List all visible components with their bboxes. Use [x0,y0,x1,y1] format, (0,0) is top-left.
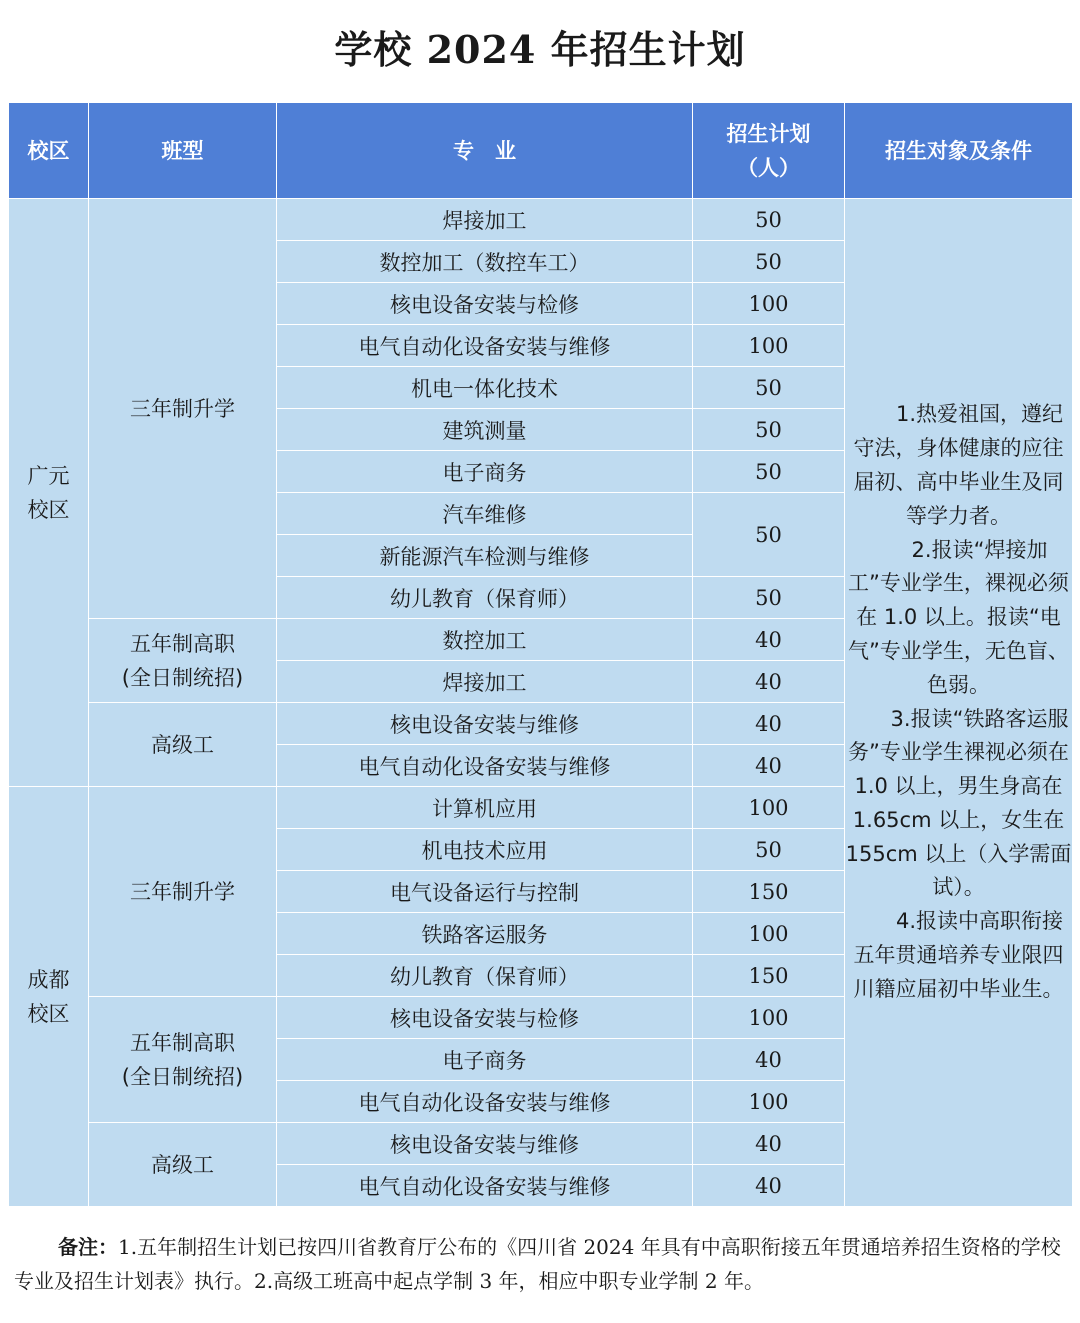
class-type-gy-three-year: 三年制升学 [89,199,277,619]
class-type-gy-five-line1: 五年制高职 [130,631,235,656]
class-type-cd-five-year [89,997,277,1123]
header-row [9,103,1073,199]
major-cell: 焊接加工 [277,661,693,703]
plan-cell: 50 [693,577,845,619]
major-cell: 核电设备安装与检修 [277,283,693,325]
plan-cell: 40 [693,1123,845,1165]
major-cell: 新能源汽车检测与维修 [277,535,693,577]
major-cell: 电气设备运行与控制 [277,871,693,913]
plan-cell: 100 [693,1081,845,1123]
major-cell: 机电技术应用 [277,829,693,871]
page-title: 学校 2024 年招生计划 [334,27,746,72]
plan-cell: 50 [693,451,845,493]
plan-cell: 100 [693,787,845,829]
header-class-type: 班型 [89,103,277,199]
campus-guangyuan-line2: 校区 [27,497,70,522]
campus-chengdu-line1: 成都 [27,967,70,992]
header-major: 专 业 [277,103,693,199]
class-type-gy-five-line2: (全日制统招) [121,665,244,690]
plan-cell: 40 [693,661,845,703]
header-plan-line1: 招生计划 [726,121,811,146]
plan-cell: 50 [693,241,845,283]
class-type-gy-five-year [89,619,277,703]
plan-cell: 100 [693,997,845,1039]
major-cell: 焊接加工 [277,199,693,241]
enrollment-plan-table [8,102,1073,1207]
plan-cell: 50 [693,409,845,451]
plan-cell: 40 [693,619,845,661]
major-cell: 建筑测量 [277,409,693,451]
plan-cell: 40 [693,1039,845,1081]
plan-cell: 50 [693,199,845,241]
class-type-cd-five-line2: (全日制统招) [121,1064,244,1089]
major-cell: 核电设备安装与维修 [277,1123,693,1165]
condition-item: 2.报读“焊接加工”专业学生，裸视必须在 1.0 以上。报读“电气”专业学生，无色盲、色弱。 [848,537,1069,697]
major-cell: 数控加工 [277,619,693,661]
major-cell: 数控加工（数控车工） [277,241,693,283]
class-type-cd-five-line1: 五年制高职 [130,1030,235,1055]
plan-cell: 40 [693,745,845,787]
class-type-gy-senior: 高级工 [89,703,277,787]
plan-cell: 150 [693,955,845,997]
campus-chengdu-line2: 校区 [27,1001,70,1026]
footnote-label: 备注： [58,1235,118,1259]
major-cell: 电子商务 [277,1039,693,1081]
plan-cell: 50 [693,829,845,871]
campus-guangyuan [9,199,89,787]
plan-cell: 150 [693,871,845,913]
condition-item: 4.报读中高职衔接五年贯通培养专业限四川籍应届初中毕业生。 [853,909,1064,1001]
class-type-cd-senior: 高级工 [89,1123,277,1207]
major-cell: 电气自动化设备安装与维修 [277,1165,693,1207]
major-cell: 机电一体化技术 [277,367,693,409]
header-campus: 校区 [9,103,89,199]
class-type-cd-three-year: 三年制升学 [89,787,277,997]
major-cell: 幼儿教育（保育师） [277,577,693,619]
plan-cell-merged: 50 [693,493,845,577]
plan-cell: 100 [693,283,845,325]
major-cell: 电气自动化设备安装与维修 [277,1081,693,1123]
major-cell: 幼儿教育（保育师） [277,955,693,997]
plan-cell: 100 [693,913,845,955]
table-row [9,199,1073,241]
header-conditions: 招生对象及条件 [845,103,1073,199]
major-cell: 计算机应用 [277,787,693,829]
major-cell: 电气自动化设备安装与维修 [277,745,693,787]
plan-cell: 40 [693,703,845,745]
major-cell: 汽车维修 [277,493,693,535]
footnote [14,1230,1070,1298]
major-cell: 核电设备安装与维修 [277,703,693,745]
major-cell: 核电设备安装与检修 [277,997,693,1039]
campus-chengdu [9,787,89,1207]
conditions-cell [845,199,1073,1207]
campus-guangyuan-line1: 广元 [27,463,70,488]
plan-cell: 100 [693,325,845,367]
plan-cell: 40 [693,1165,845,1207]
footnote-text: 1.五年制招生计划已按四川省教育厅公布的《四川省 2024 年具有中高职衔接五年贯通培养招生资格的学校专业及招生计划表》执行。2.高级工班高中起点学制 3 年，相应中职专业学制 2 年。 [14,1235,1061,1293]
major-cell: 电子商务 [277,451,693,493]
plan-cell: 50 [693,367,845,409]
major-cell: 铁路客运服务 [277,913,693,955]
header-plan-line2: （人） [737,155,800,180]
condition-item: 1.热爱祖国，遵纪守法，身体健康的应往届初、高中毕业生及同等学力者。 [853,402,1064,528]
condition-item: 3.报读“铁路客运服务”专业学生裸视必须在 1.0 以上，男生身高在 1.65cm 以上，女生在 155cm 以上（入学需面试）。 [845,706,1072,900]
major-cell: 电气自动化设备安装与维修 [277,325,693,367]
header-plan [693,103,845,199]
